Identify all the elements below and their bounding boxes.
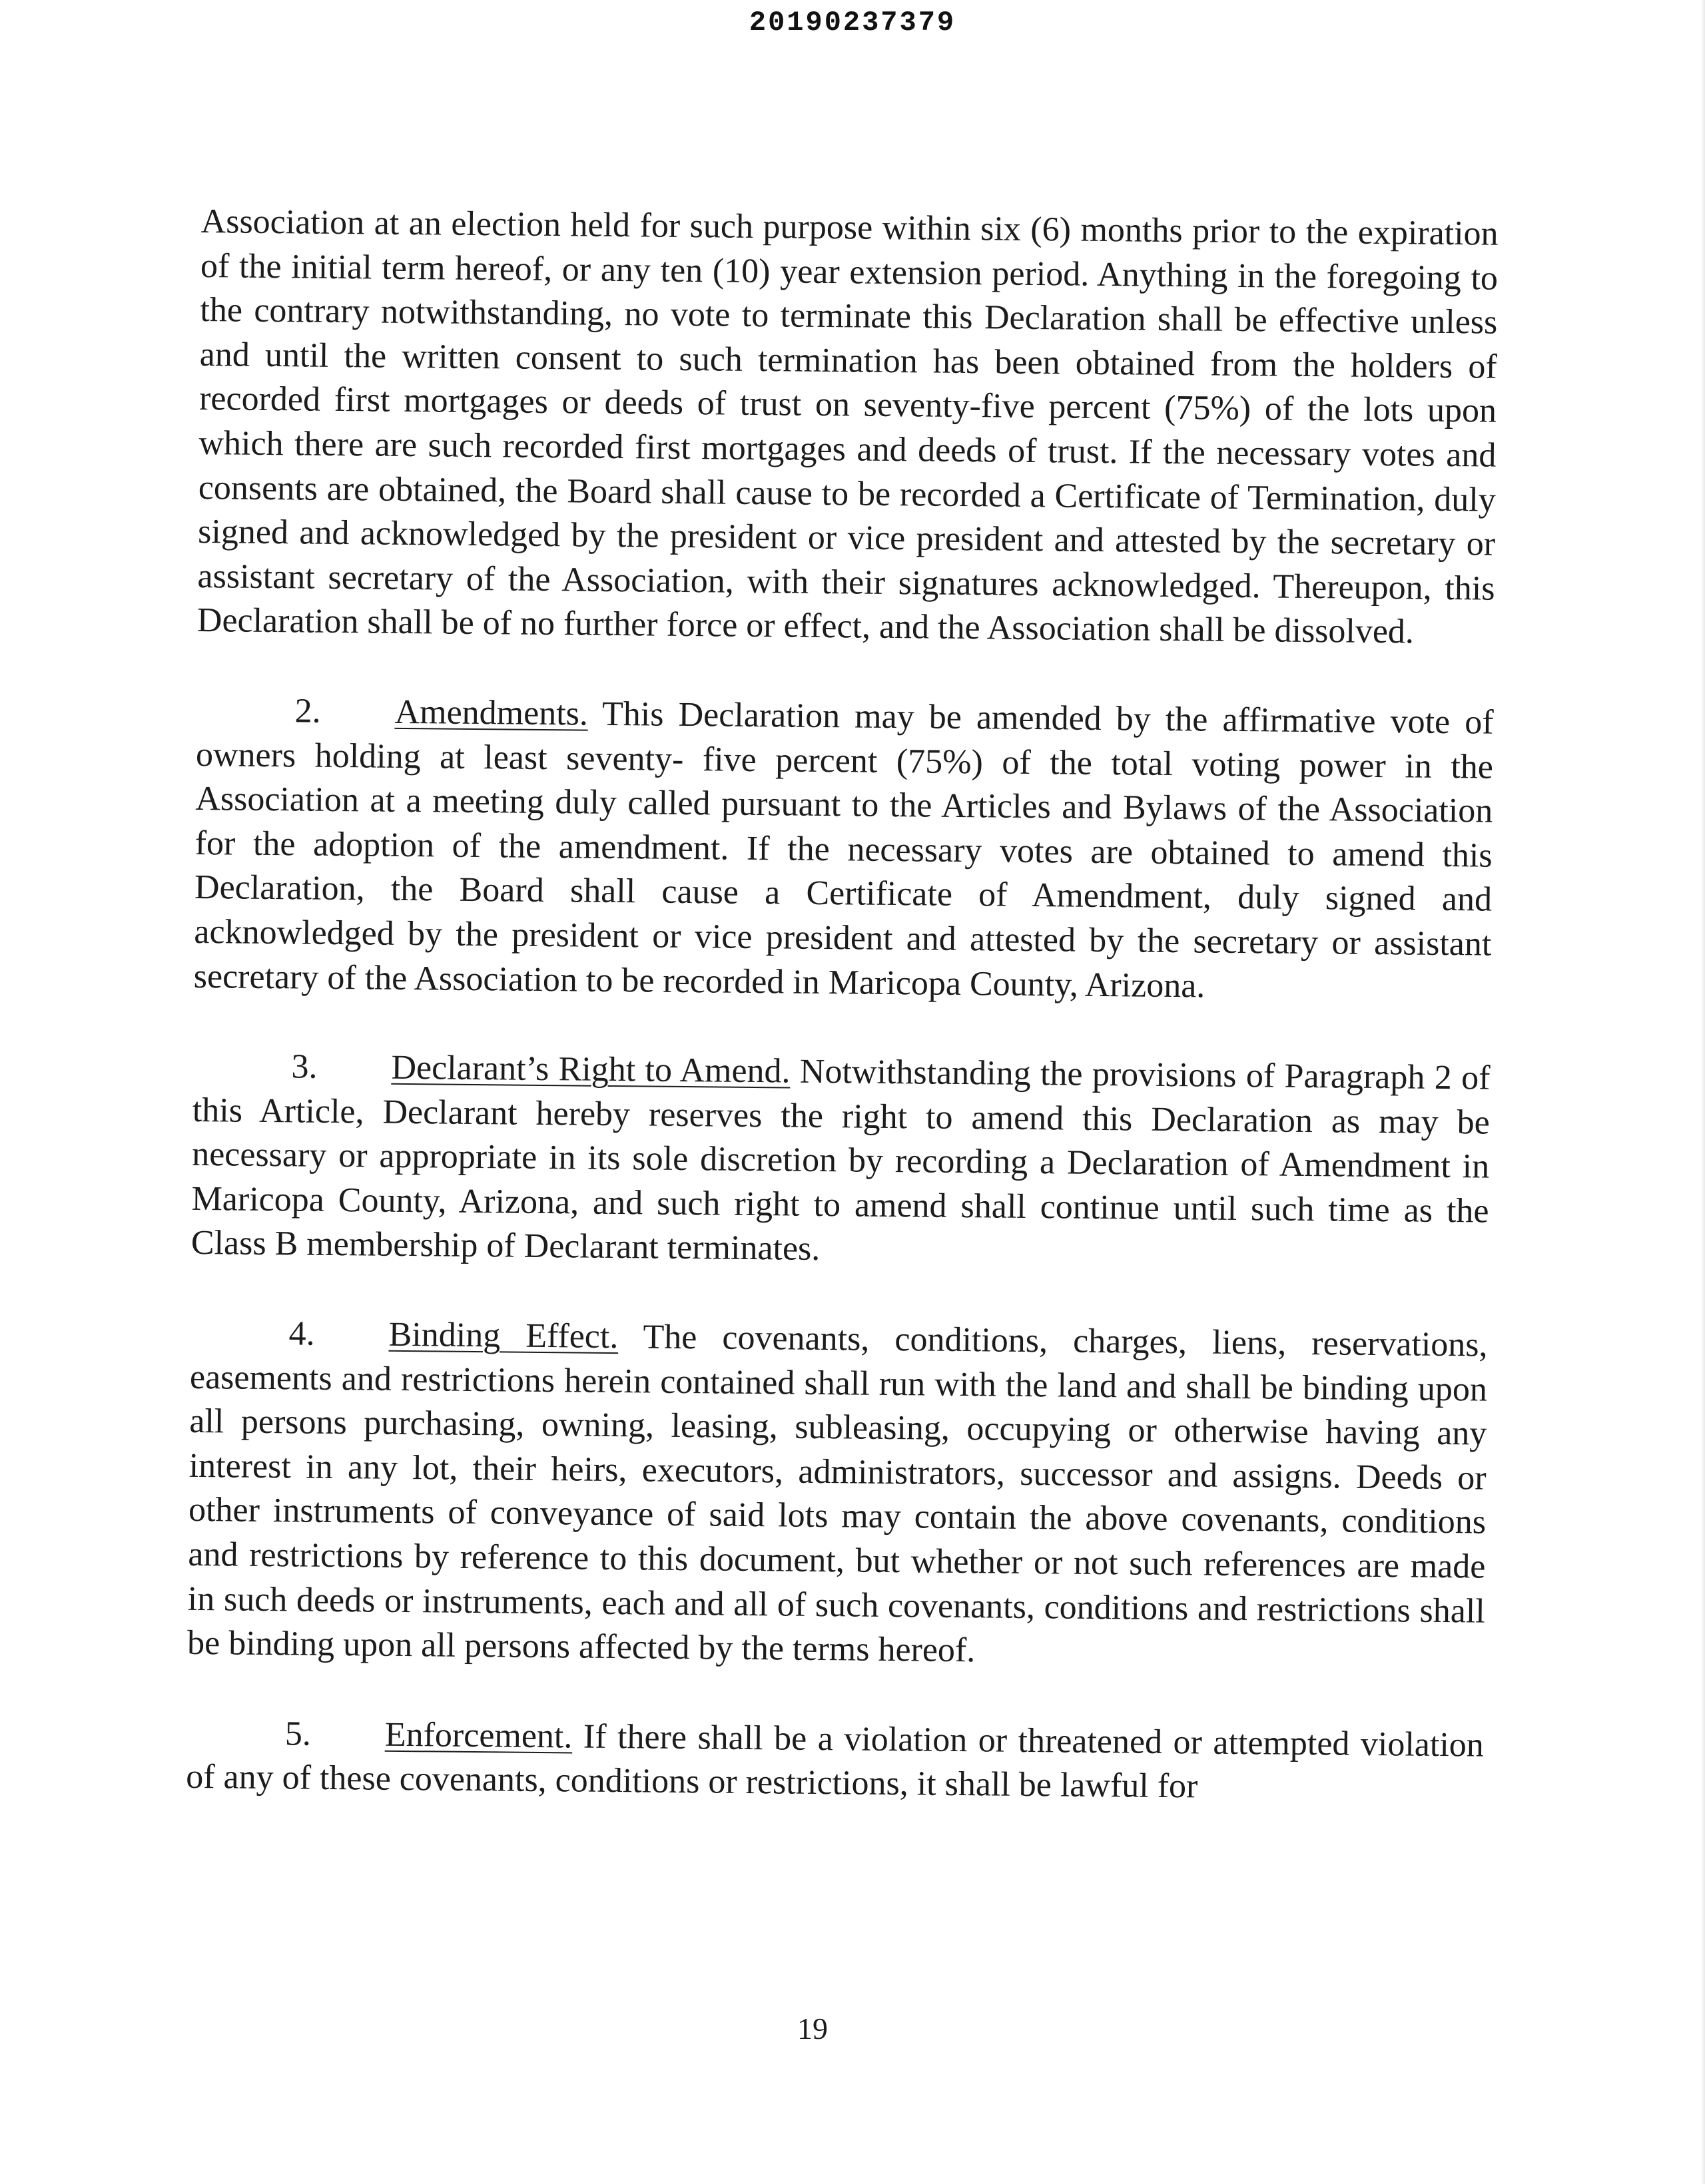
section-text: If there shall be a violation or threatened or attempted violation of any of these covenants, conditions or restrictions, it shall be lawful for — [185, 1717, 1485, 1806]
section-number: 5. — [284, 1715, 312, 1753]
section-declarants-right-to-amend — [191, 1044, 1491, 1278]
section-binding-effect — [187, 1311, 1488, 1678]
section-text: Notwithstanding the provisions of Paragraph 2 of this Article, Declarant hereby reserves the right to amend this Declaration as may be necessary or appropriate in its sole discretion by recording a Declaration of Amendment in Maricopa County, Arizona, and such right to amend shall continue until such time as the Class B membership of Declarant terminates. — [190, 1052, 1491, 1268]
section-number: 4. — [288, 1314, 315, 1353]
document-body — [186, 200, 1499, 1812]
section-heading: Enforcement. — [384, 1715, 573, 1756]
section-amendments — [193, 688, 1493, 1011]
page-number: 19 — [797, 2012, 828, 2046]
section-heading: Declarant’s Right to Amend. — [391, 1048, 791, 1091]
section-number: 3. — [291, 1047, 318, 1086]
section-number: 2. — [294, 692, 321, 730]
scan-edge-shadow — [1701, 0, 1705, 2184]
section-heading: Amendments. — [394, 692, 589, 733]
section-text: The covenants, conditions, charges, liens, reservations, easements and restrictions herein contained shall run with the land and shall be binding upon all persons purchasing, owning, leasing, subleasing, occupying or otherwise having any interest in any lot, their heirs, executors, administrators, successor and assigns. Deeds or other instruments of conveyance of said lots may contain the above covenants, conditions and restrictions by reference to this document, but whether or not such references are made in such deeds or instruments, each and all of such covenants, conditions and restrictions shall be binding upon all persons affected by the terms hereof. — [186, 1318, 1488, 1670]
section-heading: Binding Effect. — [388, 1315, 619, 1356]
paragraph-termination-continued: Association at an election held for such purpose within six (6) months prior to the expiration of the initial term hereof, or any ten (10) year extension period. Anything in the foregoing to the contrary notwithstanding, no vote to terminate this Declaration shall be effective unless and until the written consent to such termination has been obtained from the holders of recorded first mortgages or deeds of trust on seventy-five percent (75%) of the lots upon which there are such recorded first mortgages and deeds of trust. If the necessary votes and consents are obtained, the Board shall cause to be recorded a Certificate of Termination, duly signed and acknowledged by the president or vice president and attested by the secretary or assistant secretary of the Association, with their signatures acknowledged. Thereupon, this Declaration shall be of no further force or effect, and the Association shall be dissolved. — [196, 202, 1499, 651]
section-text: This Declaration may be amended by the affirmative vote of owners holding at least seventy- five percent (75%) of the total voting power in the Association at a meeting duly called pursuant to the Articles and Bylaws of the Association for the adoption of the amendment. If the necessary votes are obtained to amend this Declaration, the Board shall cause a Certificate of Amendment, duly signed and acknowledged by the president or vice president and attested by the secretary or assistant secretary of the Association to be recorded in Maricopa County, Arizona. — [193, 694, 1494, 1005]
recording-number: 20190237379 — [749, 7, 956, 39]
section-enforcement — [186, 1711, 1484, 1812]
